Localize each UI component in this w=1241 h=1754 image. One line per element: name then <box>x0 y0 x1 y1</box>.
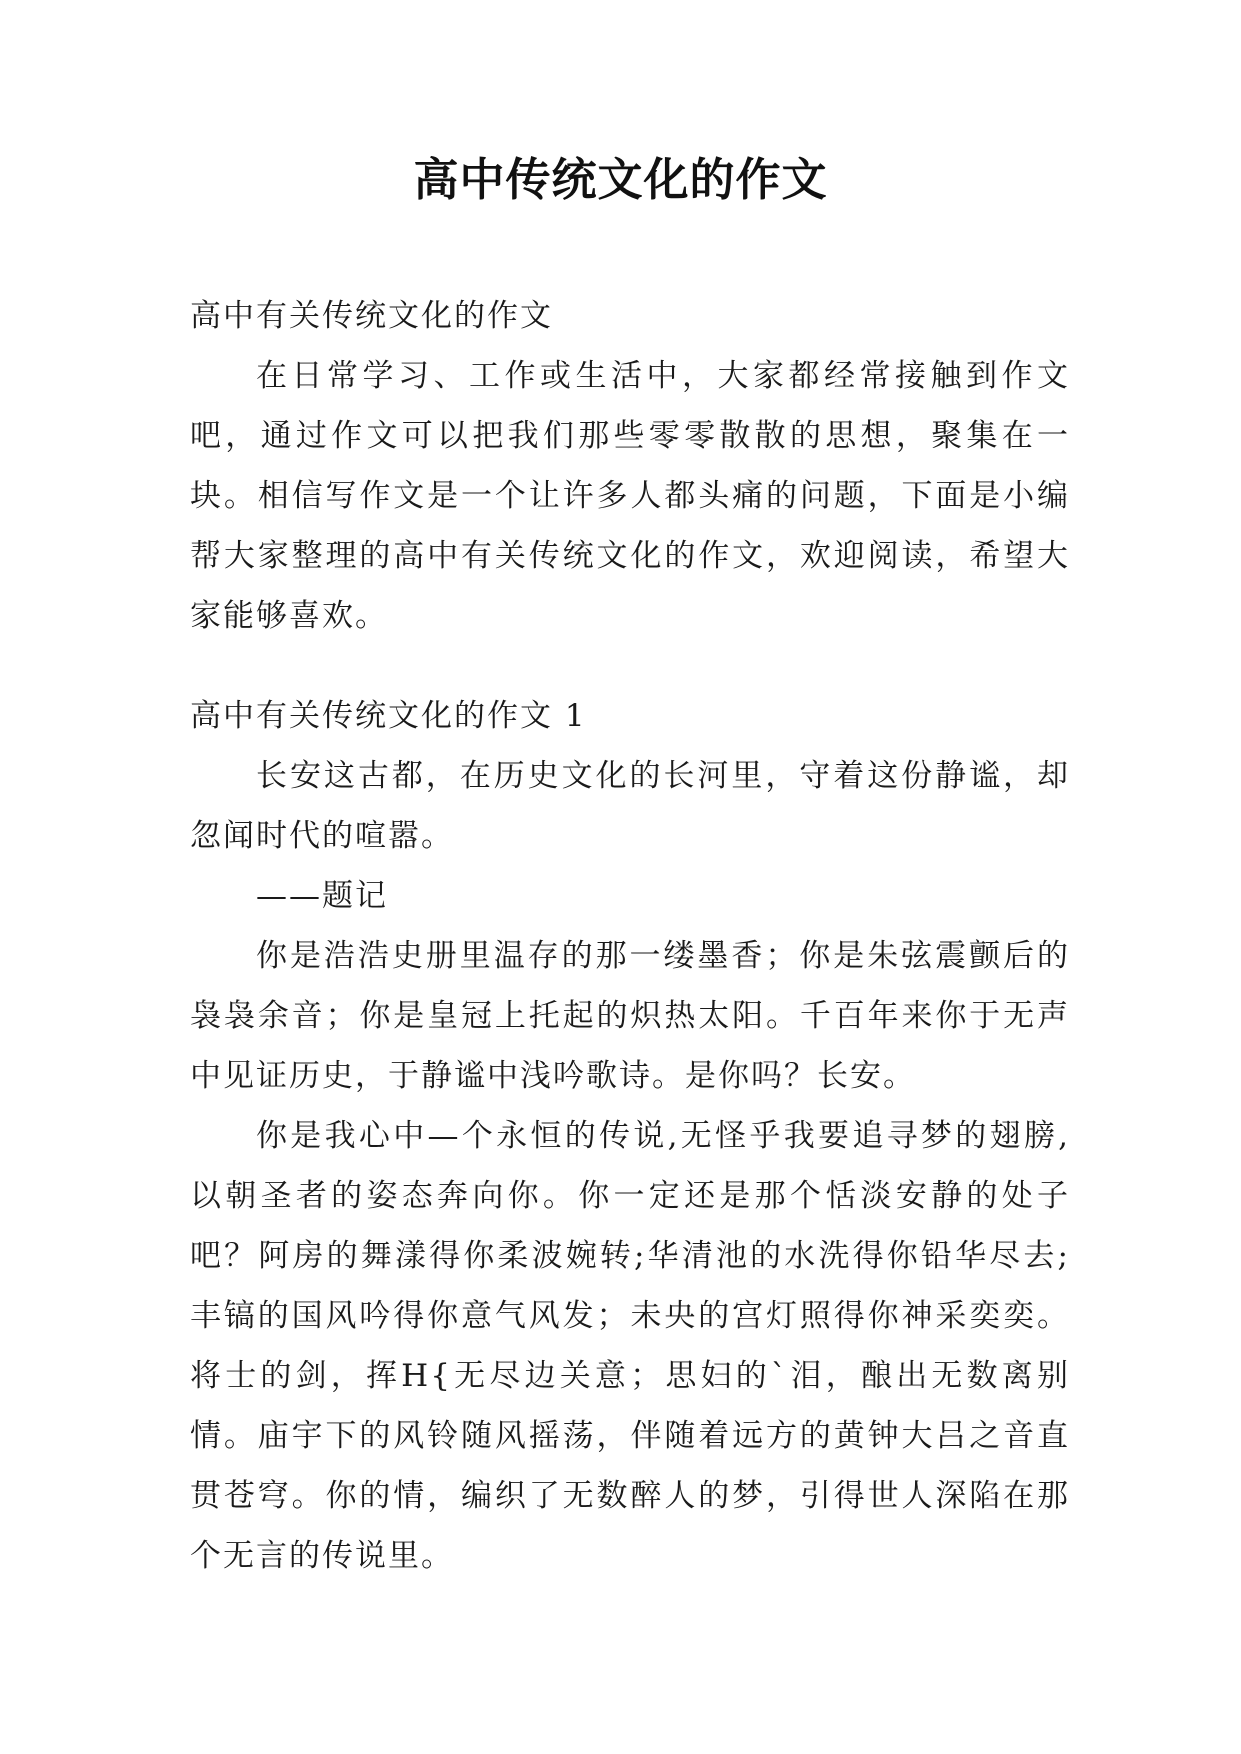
document-title: 高中传统文化的作文 <box>413 153 828 206</box>
essay-epigraph-note: ——题记 <box>256 878 388 914</box>
intro-heading: 高中有关传统文化的作文 <box>190 298 553 334</box>
essay-heading: 高中有关传统文化的作文 1 <box>190 698 587 734</box>
essay-section <box>190 686 1070 1586</box>
essay-paragraph-3: 你是我心中—个永恒的传说,无怪乎我要追寻梦的翅膀,以朝圣者的姿态奔向你。你一定还是那个恬淡安静的处子吧？阿房的舞漾得你柔波婉转;华清池的水洗得你铅华尽去;丰镐的国风吟得你意气风发；未央的宫灯照得你神采奕奕。将士的剑，挥H{无尽边关意；思妇的`泪，酿出无数离别情。庙宇下的风铃随风摇荡，伴随着远方的黄钟大吕之音直贯苍穹。你的情，编织了无数醉人的梦，引得世人深陷在那个无言的传说里。 <box>190 1118 1070 1574</box>
essay-paragraph-1: 长安这古都，在历史文化的长河里，守着这份静谧，却忽闻时代的喧嚣。 <box>190 758 1070 854</box>
essay-paragraph-2: 你是浩浩史册里温存的那一缕墨香；你是朱弦震颤后的袅袅余音；你是皇冠上托起的炽热太阳。千百年来你于无声中见证历史，于静谧中浅吟歌诗。是你吗？长安。 <box>190 938 1070 1094</box>
intro-paragraph: 在日常学习、工作或生活中，大家都经常接触到作文吧，通过作文可以把我们那些零零散散的思想，聚集在一块。相信写作文是一个让许多人都头痛的问题，下面是小编帮大家整理的高中有关传统文化的作文，欢迎阅读，希望大家能够喜欢。 <box>190 358 1070 634</box>
intro-section <box>190 286 1070 646</box>
